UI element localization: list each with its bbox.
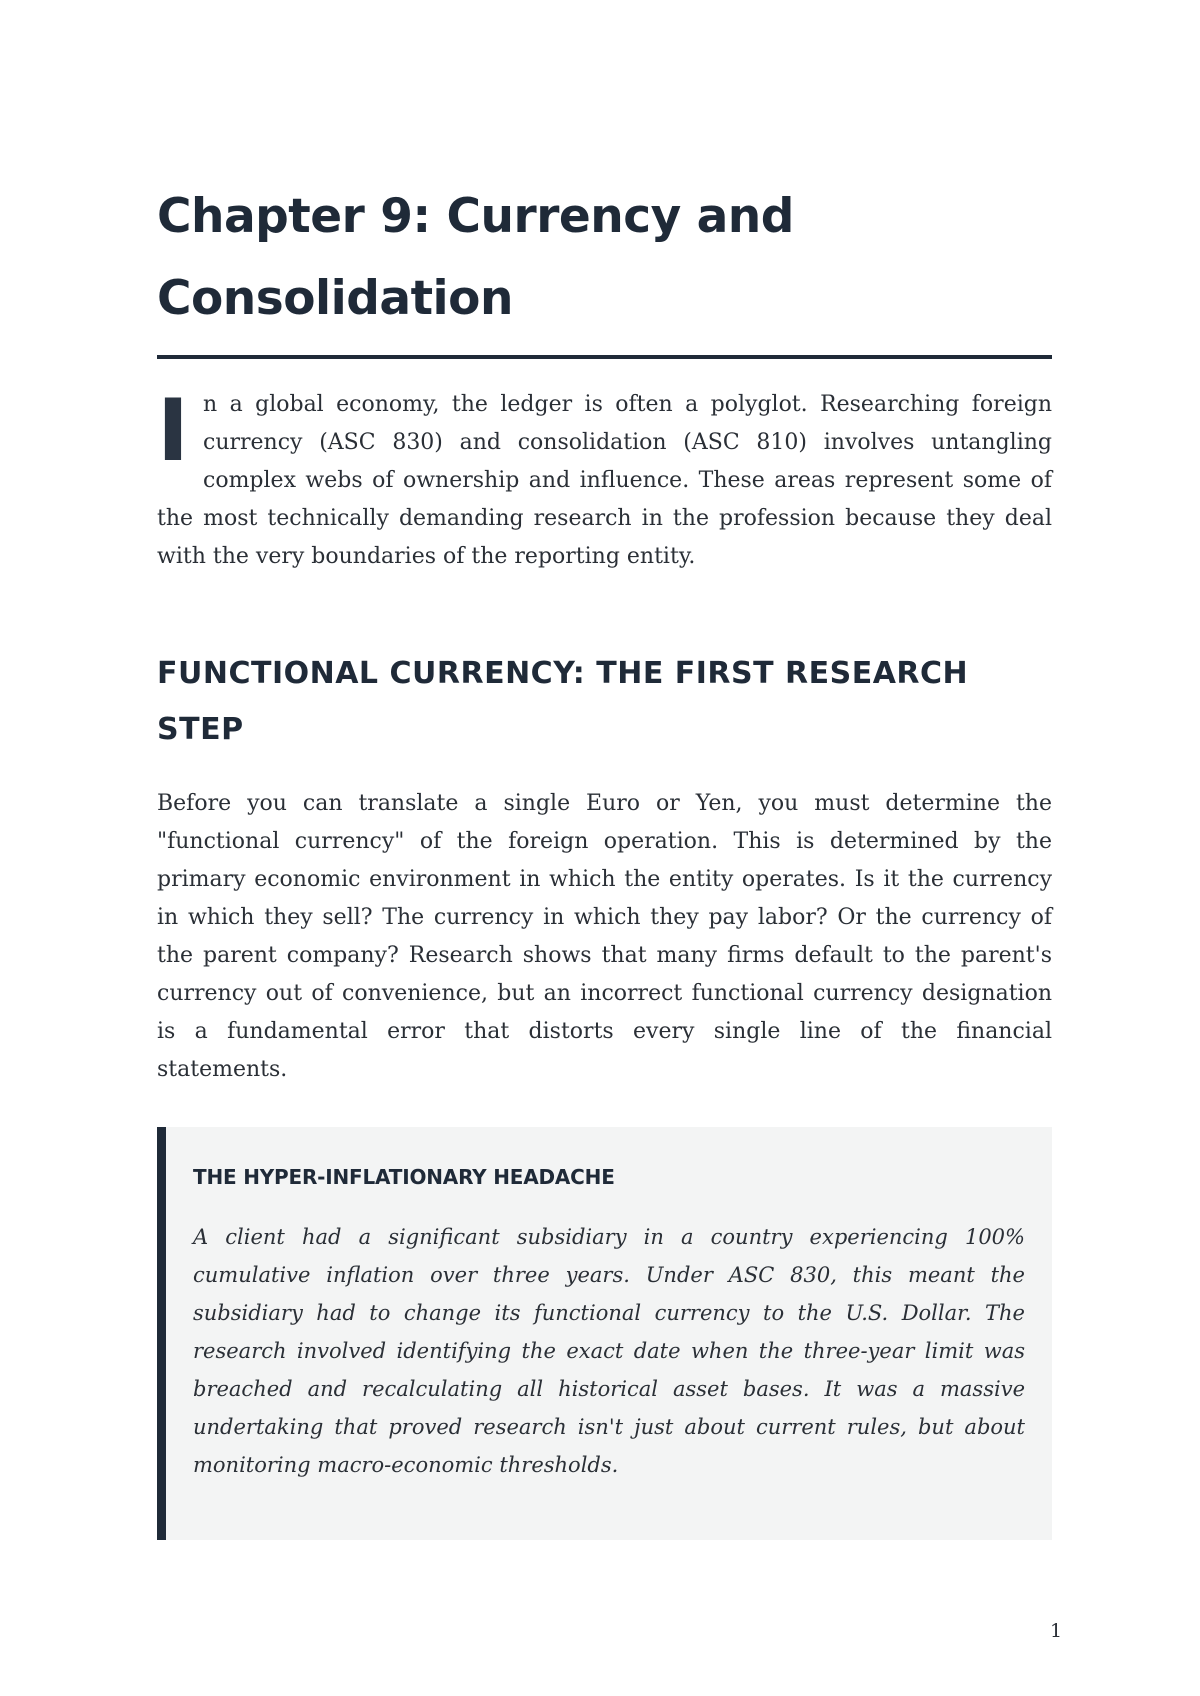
section-heading: FUNCTIONAL CURRENCY: THE FIRST RESEARCH STEP — [157, 656, 969, 747]
chapter-title: Chapter 9: Currency and Consolidation — [157, 189, 794, 326]
intro-paragraph — [157, 381, 1052, 576]
document-page — [157, 0, 1052, 1696]
callout-text: A client had a significant subsidiary in a country experiencing 100% cumulative inflation over three years. Under ASC 830, this meant the subsidiary had to change its functional currency to the U.S. Dollar. The research involved identifying the exact date when the three-year limit was breached and recalculating all historical asset bases. It was a massive undertaking that proved research isn't just about current rules, but about monitoring macro-economic thresholds. — [193, 1225, 1025, 1477]
intro-text: n a global economy, the ledger is often a polyglot. Researching foreign currency (ASC 830) and consolidation (ASC 810) involves untangling complex webs of ownership and influence. These areas represent some of the most technically demanding research in the profession because they deal with the very boundaries of the reporting entity. — [157, 392, 1052, 569]
drop-cap: I — [157, 381, 189, 481]
page-number: 1 — [1050, 1620, 1063, 1642]
title-divider — [157, 355, 1052, 359]
section-paragraph: Before you can translate a single Euro or Yen, you must determine the "functional currency" of the foreign operation. This is determined by the primary economic environment in which the entity operates. Is it the currency in which they sell? The currency in which they pay labor? Or the currency of the parent company? Research shows that many firms default to the parent's currency out of convenience, but an incorrect functional currency designation is a fundamental error that distorts every single line of the financial statements. — [157, 791, 1052, 1082]
callout-box — [157, 1127, 1052, 1540]
callout-title: THE HYPER-INFLATIONARY HEADACHE — [193, 1165, 615, 1189]
